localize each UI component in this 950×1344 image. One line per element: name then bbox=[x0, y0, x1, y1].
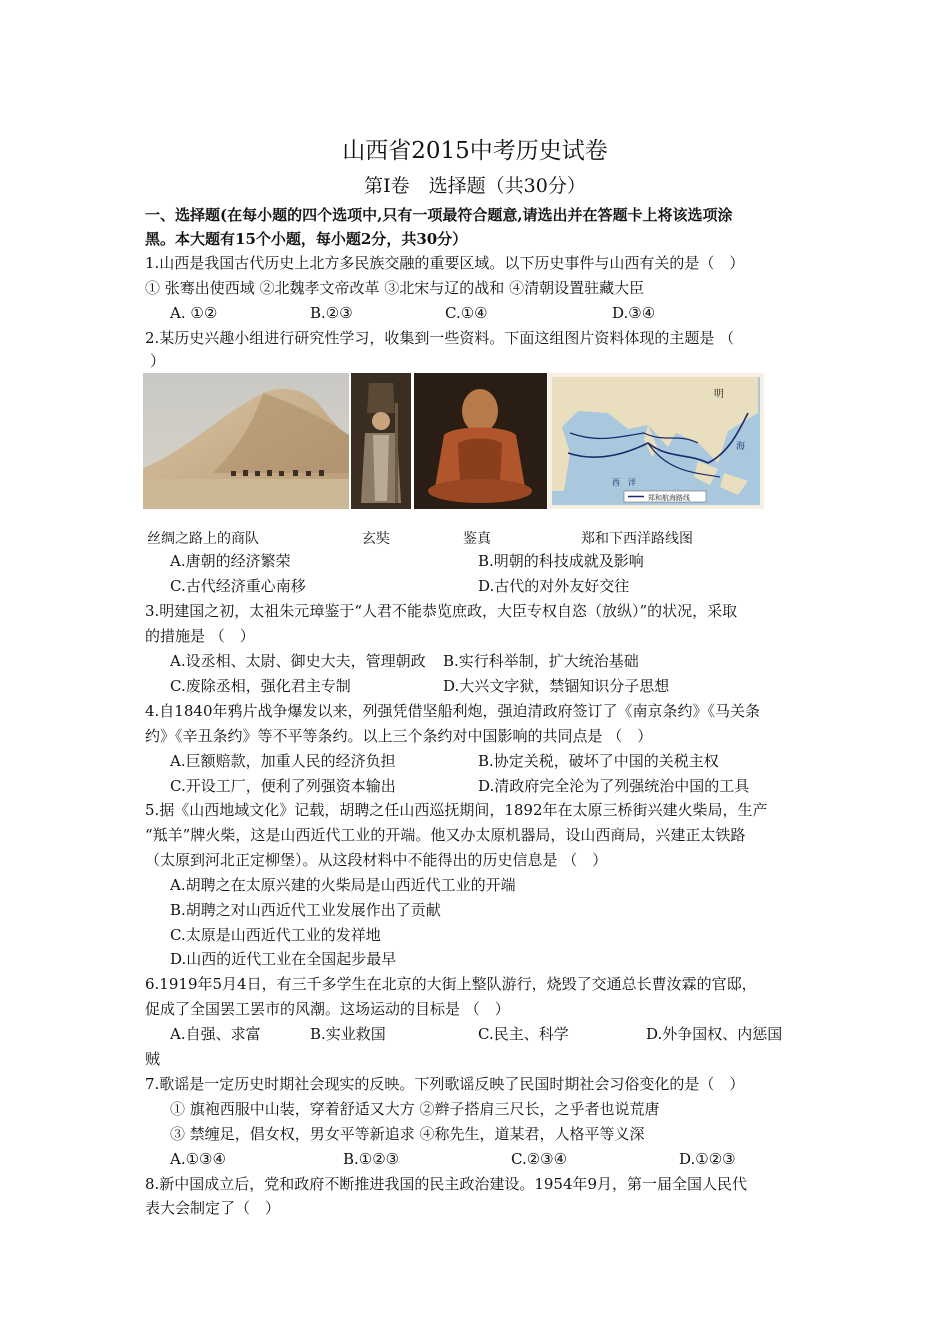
q1-stem: 1.山西是我国古代历史上北方多民族交融的重要区域。以下历史事件与山西有关的是（ ） bbox=[145, 254, 745, 272]
q4-option-c: C.开设工厂，便利了列强资本输出 bbox=[170, 777, 396, 795]
silk-road-caravan-image bbox=[143, 373, 349, 509]
caption-jianzhen: 鉴真 bbox=[463, 531, 491, 547]
q3-option-c: C.废除丞相，强化君主专制 bbox=[170, 677, 351, 695]
q7-option-b: B.①②③ bbox=[343, 1150, 400, 1168]
q4-option-b: B.协定关税，破坏了中国的关税主权 bbox=[478, 752, 719, 770]
q3-stem-line1: 3.明建国之初，太祖朱元璋鉴于“人君不能恭览庶政，大臣专权自恣（放纵）”的状况，采取 bbox=[145, 602, 738, 620]
caption-xuanzang: 玄奘 bbox=[362, 531, 390, 547]
q6-option-b: B.实业救国 bbox=[310, 1025, 386, 1043]
q7-option-c: C.②③④ bbox=[511, 1150, 568, 1168]
q1-option-a: A. ①② bbox=[170, 304, 218, 322]
q6-stem-line1: 6.1919年5月4日，有三千多学生在北京的大街上整队游行，烧毁了交通总长曹汝霖的官邸， bbox=[145, 975, 757, 993]
q5-stem-line3: （太原到河北正定柳堡）。从这段材料中不能得出的历史信息是 （ ） bbox=[145, 851, 608, 869]
q5-stem-line2: “羝羊”牌火柴，这是山西近代工业的开端。他又办太原机器局，设山西商局，兴建正太铁路 bbox=[145, 826, 746, 844]
jianzhen-statue-image bbox=[414, 373, 547, 509]
q6-option-d-continuation: 贼 bbox=[145, 1050, 161, 1068]
q1-items: ① 张骞出使西域 ②北魏孝文帝改革 ③北宋与辽的战和 ④清朝设置驻藏大臣 bbox=[145, 279, 645, 297]
q7-option-a: A.①③④ bbox=[170, 1150, 226, 1168]
q8-stem-line1: 8.新中国成立后，党和政府不断推进我国的民主政治建设。1954年9月，第一届全国人民代 bbox=[145, 1175, 748, 1193]
q6-stem-line2: 促成了全国罢工罢市的风潮。这场运动的目标是 （ ） bbox=[145, 1000, 510, 1018]
q5-option-b: B.胡聘之对山西近代工业发展作出了贡献 bbox=[170, 901, 441, 919]
q4-option-d: D.清政府完全沦为了列强统治中国的工具 bbox=[478, 777, 750, 795]
q2-option-a: A.唐朝的经济繁荣 bbox=[170, 552, 291, 570]
q4-stem-line1: 4.自1840年鸦片战争爆发以来，列强凭借坚船利炮，强迫清政府签订了《南京条约》《马关条 bbox=[145, 702, 760, 720]
caption-zheng-he-map: 郑和下西洋路线图 bbox=[581, 531, 693, 547]
q4-stem-line2: 约》《辛丑条约》等不平等条约。以上三个条约对中国影响的共同点是 （ ） bbox=[145, 727, 653, 745]
map-label-ming: 明 bbox=[714, 389, 724, 400]
q5-option-c: C.太原是山西近代工业的发祥地 bbox=[170, 926, 381, 944]
q5-stem-line1: 5.据《山西地域文化》记载，胡聘之任山西巡抚期间，1892年在太原三桥街兴建火柴局，生产 bbox=[145, 801, 768, 819]
q5-option-a: A.胡聘之在太原兴建的火柴局是山西近代工业的开端 bbox=[170, 876, 516, 894]
caption-caravan: 丝绸之路上的商队 bbox=[147, 531, 259, 547]
q7-stem: 7.歌谣是一定历史时期社会现实的反映。下列歌谣反映了民国时期社会习俗变化的是（ ） bbox=[145, 1075, 745, 1093]
q6-option-c: C.民主、科学 bbox=[478, 1025, 569, 1043]
q2-stem-line2: ） bbox=[150, 352, 166, 370]
map-label-ocean: 西 洋 bbox=[612, 478, 636, 487]
section-instructions-line1: 一、选择题(在每小题的四个选项中,只有一项最符合题意,请选出并在答题卡上将该选项涂 bbox=[145, 206, 733, 224]
q6-option-a: A.自强、求富 bbox=[170, 1025, 261, 1043]
map-label-sea: 海 bbox=[736, 442, 746, 452]
map-legend-label: 郑和航海路线 bbox=[648, 494, 690, 502]
q2-stem-line1: 2.某历史兴趣小组进行研究性学习，收集到一些资料。下面这组图片资料体现的主题是 （ bbox=[145, 329, 735, 347]
q4-option-a: A.巨额赔款，加重人民的经济负担 bbox=[170, 752, 396, 770]
page-title: 山西省2015中考历史试卷 bbox=[342, 138, 608, 164]
q6-option-d: D.外争国权、内惩国 bbox=[646, 1025, 783, 1043]
q3-stem-line2: 的措施是 （ ） bbox=[145, 627, 255, 645]
q3-option-b: B.实行科举制，扩大统治基础 bbox=[443, 652, 639, 670]
q1-option-c: C.①④ bbox=[445, 304, 488, 322]
q8-stem-line2: 表大会制定了（ ） bbox=[145, 1199, 281, 1217]
q1-option-d: D.③④ bbox=[612, 304, 656, 322]
q2-option-b: B.明朝的科技成就及影响 bbox=[478, 552, 644, 570]
q3-option-a: A.设丞相、太尉、御史大夫，管理朝政 bbox=[170, 652, 426, 670]
q7-items-line1: ① 旗袍西服中山装，穿着舒适又大方 ②辫子搭肩三尺长，之乎者也说荒唐 bbox=[170, 1100, 660, 1118]
q2-option-d: D.古代的对外友好交往 bbox=[478, 577, 630, 595]
page-subtitle: 第Ⅰ卷 选择题（共30分） bbox=[364, 175, 586, 197]
q5-option-d: D.山西的近代工业在全国起步最早 bbox=[170, 950, 397, 968]
q7-option-d: D.①②③ bbox=[679, 1150, 736, 1168]
q2-option-c: C.古代经济重心南移 bbox=[170, 577, 306, 595]
q3-option-d: D.大兴文字狱，禁锢知识分子思想 bbox=[443, 677, 670, 695]
q7-items-line2: ③ 禁缠足，倡女权，男女平等新追求 ④称先生，道某君，人格平等义深 bbox=[170, 1125, 645, 1143]
section-instructions-line2: 黑。本大题有15个小题，每小题2分，共30分） bbox=[145, 230, 468, 248]
q1-option-b: B.②③ bbox=[310, 304, 353, 322]
zheng-he-route-map bbox=[548, 373, 764, 509]
xuanzang-image bbox=[351, 373, 411, 509]
